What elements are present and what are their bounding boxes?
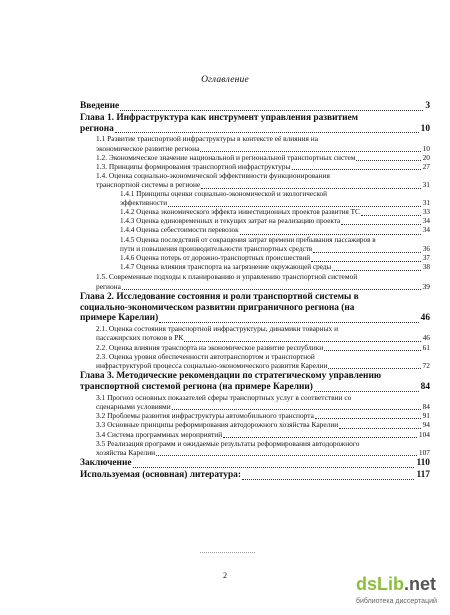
toc-entry[interactable] [80, 470, 430, 481]
toc-entry-page: 36 [422, 244, 430, 253]
toc-entry-text: 2.2. Оценка влияния транспорта на экономическое развитие республики [96, 342, 324, 352]
toc-leader-dots [292, 169, 421, 170]
toc-entry[interactable] [80, 292, 430, 324]
toc-entry-text: 3.5 Реализация программ и ожидаемые результаты реформирования автодорожного хозяйства Карелии [96, 438, 360, 458]
toc-leader-dots [133, 467, 415, 468]
toc-entry[interactable] [80, 208, 430, 217]
toc-entry-page: 39 [422, 281, 430, 291]
toc-leader-dots [156, 455, 417, 456]
toc-entry-text: 1.5. Современные подходы к планированию и управлению транспортной системой региона [96, 272, 358, 291]
toc-leader-dots [159, 322, 418, 323]
toc-entry[interactable] [80, 190, 430, 208]
toc-entry[interactable] [80, 352, 430, 370]
toc-entry-text: Глава 3. Методические рекомендации по стратегическому управлению транспортной системой региона (на примере Карелии) [80, 371, 382, 393]
toc-entry-text: 3.4 Система программных мероприятий [96, 429, 223, 439]
toc-leader-dots [168, 206, 421, 207]
toc-entry-page: 10 [422, 143, 430, 153]
toc-entry-page: 107 [418, 448, 430, 458]
toc-leader-dots [122, 289, 421, 290]
toc-leader-dots [315, 418, 421, 419]
toc-leader-dots [311, 261, 421, 262]
toc-entry[interactable] [80, 153, 430, 162]
toc-entry-page: 72 [422, 361, 430, 371]
table-of-contents [80, 100, 430, 481]
toc-entry-text: 2.3. Оценка уровня обеспеченности автотранспортом и транспортной инфраструктурой процесса социально-экономического развития Карелии [96, 351, 328, 371]
toc-entry[interactable] [80, 171, 430, 189]
toc-entry[interactable] [80, 217, 430, 226]
toc-entry-text: 1.2. Экономическое значение национальной и региональной транспортных систем [96, 152, 356, 162]
toc-entry-text: 1.4.6 Оценка потерь от дорожно-транспортных происшествий [120, 254, 311, 263]
toc-entry-page: 31 [422, 198, 430, 207]
toc-entry-text: 3.2 Проблемы развития инфраструктуры автомобильного транспорта [96, 411, 314, 421]
toc-leader-dots [324, 350, 420, 351]
toc-entry[interactable] [80, 113, 430, 135]
toc-entry-text: 1.4.2 Оценка экономического эффекта инвестиционных проектов развития ТС [120, 208, 360, 217]
toc-entry-text: Введение [80, 101, 120, 111]
toc-entry-text: 1.1 Развитие транспортной инфраструктуры в контексте её влияния на экономическое развитие региона [96, 134, 319, 153]
toc-leader-dots [242, 479, 414, 480]
toc-leader-dots [339, 428, 420, 429]
toc-entry-page: 33 [422, 208, 430, 217]
toc-entry-page: 3 [425, 101, 430, 111]
toc-entry[interactable] [80, 371, 430, 393]
toc-entry[interactable] [80, 254, 430, 263]
page-number: 2 [223, 571, 227, 580]
toc-leader-dots [184, 341, 420, 342]
toc-entry-text: 2.1. Оценка состояния транспортной инфраструктуры, динамики товарных и пассажирских потоков в РК [96, 324, 339, 343]
toc-entry-page: 27 [422, 162, 430, 171]
toc-entry[interactable] [80, 430, 430, 439]
toc-entry-page: 117 [416, 470, 430, 481]
toc-entry[interactable] [80, 458, 430, 469]
toc-entry-page: 20 [422, 152, 430, 162]
toc-entry-text: 3.1 Прогноз основных показателей сферы транспортных услуг в соответствии со сценарными условиями [96, 392, 352, 412]
toc-entry[interactable] [80, 263, 430, 272]
toc-entry-page: 31 [422, 180, 430, 190]
toc-entry-page: 84 [420, 382, 430, 393]
toc-entry-page: 110 [416, 458, 430, 469]
toc-entry-text: Заключение [80, 458, 132, 469]
toc-entry[interactable] [80, 236, 430, 254]
toc-entry-page: 34 [422, 226, 430, 235]
toc-entry-text: 1.4. Оценка социально-экономической эффективности функционирования транспортной системы в регионе [96, 171, 330, 190]
toc-leader-dots [328, 368, 420, 369]
toc-leader-dots [341, 224, 421, 225]
toc-entry-page: 34 [422, 217, 430, 226]
toc-entry-page: 38 [422, 263, 430, 272]
watermark-logo [356, 574, 446, 612]
toc-entry[interactable] [80, 439, 430, 457]
toc-entry[interactable] [80, 226, 430, 235]
toc-leader-dots [120, 110, 423, 111]
watermark-logo-tld: .net [404, 574, 437, 594]
toc-leader-dots [223, 437, 417, 438]
toc-title: Оглавление [201, 75, 249, 85]
toc-entry[interactable] [80, 272, 430, 290]
footer-divider [200, 552, 255, 556]
toc-entry-text: 1.4.7 Оценка влияния транспорта на загрязнение окружающей среды [120, 263, 332, 272]
toc-entry-text: 1.4.1 Принципы оценки социально-экономической и экологической эффективности [120, 189, 327, 207]
toc-entry[interactable] [80, 324, 430, 342]
toc-entry-page: 84 [422, 402, 430, 412]
toc-entry-text: 1.4.4 Оценка себестоимости перевозок [120, 226, 239, 235]
toc-entry[interactable] [80, 411, 430, 420]
toc-leader-dots [240, 234, 421, 235]
toc-entry-text: Глава 1. Инфраструктура как инструмент управления развитием региона [80, 112, 359, 134]
toc-entry[interactable] [80, 420, 430, 429]
toc-entry[interactable] [80, 134, 430, 152]
toc-entry-text: 1.3. Принципы формирования транспортной инфраструктуры [96, 162, 291, 171]
toc-leader-dots [115, 132, 419, 133]
toc-entry-text: 1.4.3 Оценка единовременных и текущих затрат на реализацию проекта [120, 217, 341, 226]
toc-leader-dots [201, 188, 420, 189]
toc-entry-text: 3.3 Основные принципы реформирования автодорожного хозяйства Карелии [96, 420, 339, 430]
toc-entry-page: 104 [418, 429, 430, 439]
toc-entry-text: 1.4.5 Оценка последствий от сокращения затрат времени пребывания пассажиров в пути и повышения производительности транспортных средств [120, 235, 376, 253]
toc-entry-text: Используемая (основная) литература: [80, 470, 241, 481]
toc-entry-page: 46 [422, 333, 430, 343]
toc-entry[interactable] [80, 162, 430, 171]
toc-entry-page: 94 [422, 420, 430, 430]
toc-leader-dots [361, 215, 421, 216]
toc-entry-page: 37 [422, 254, 430, 263]
toc-entry-page: 10 [420, 123, 430, 134]
toc-entry[interactable] [80, 393, 430, 411]
toc-leader-dots [356, 160, 420, 161]
toc-leader-dots [332, 270, 421, 271]
toc-entry-page: 91 [422, 411, 430, 421]
toc-leader-dots [200, 151, 420, 152]
toc-entry-page: 61 [422, 342, 430, 352]
toc-entry[interactable] [80, 101, 430, 112]
toc-entry-page: 46 [420, 313, 430, 324]
watermark-subtitle: библиотека диссертаций [356, 598, 437, 605]
watermark-logo-main: dsLib [356, 574, 404, 594]
toc-leader-dots [313, 252, 421, 253]
toc-entry-text: Глава 2. Исследование состояния и роли транспортной системы в социально-экономическом развитии приграничного региона (на примере Карелии) [80, 291, 359, 324]
toc-leader-dots [172, 409, 421, 410]
toc-leader-dots [314, 391, 419, 392]
toc-entry[interactable] [80, 343, 430, 352]
